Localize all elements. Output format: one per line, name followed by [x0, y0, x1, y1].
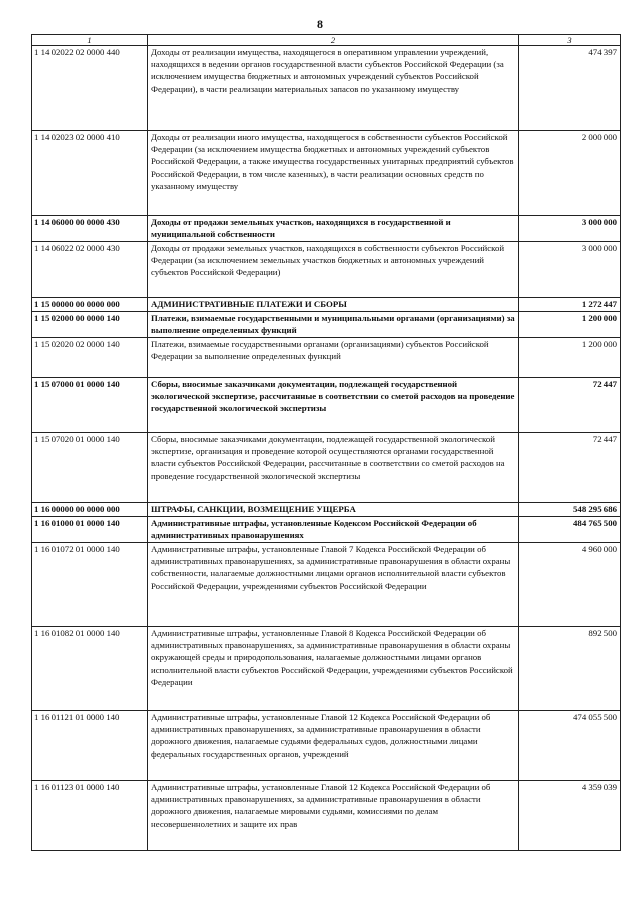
- table-row: [32, 242, 621, 298]
- row-amount: 4 359 039: [519, 781, 621, 851]
- row-amount: 474 055 500: [519, 711, 621, 781]
- row-amount: 1 200 000: [519, 312, 621, 338]
- row-code: 1 15 02000 00 0000 140: [32, 312, 148, 338]
- row-amount: 3 000 000: [519, 242, 621, 298]
- row-name: Доходы от реализации имущества, находящегося в оперативном управлении учреждений, находящихся в ведении органов государственной власти субъектов Российской Федерации (за исключением имущества бюджетных и автономных учреждений субъектов Российской Федерации), в части реализации материальных запасов по указанному имуществу: [148, 46, 519, 131]
- row-name: Платежи, взимаемые государственными органами (организациями) субъектов Российской Федерации за выполнение определенных функций: [148, 338, 519, 378]
- row-name: Платежи, взимаемые государственными и муниципальными органами (организациями) за выполнение определенных функций: [148, 312, 519, 338]
- table-row: [32, 338, 621, 378]
- row-code: 1 14 06022 02 0000 430: [32, 242, 148, 298]
- row-name: Административные штрафы, установленные Главой 7 Кодекса Российской Федерации об административных правонарушениях, за административные правонарушения в области охраны собственности, налагаемые должностными лицами органов исполнительной власти субъектов Российской Федерации, учреждениями субъектов Российской Федерации: [148, 543, 519, 627]
- row-name: Административные штрафы, установленные Кодексом Российской Федерации об административных правонарушениях: [148, 517, 519, 543]
- table-row: [32, 433, 621, 503]
- row-amount: 72 447: [519, 433, 621, 503]
- table-row: [32, 298, 621, 312]
- row-code: 1 14 02023 02 0000 410: [32, 131, 148, 216]
- row-name: Доходы от реализации иного имущества, находящегося в собственности субъектов Российской Федерации (за исключением имущества бюджетных и автономных учреждений субъектов Российской Федерации, а также имущества государственных унитарных предприятий субъектов Российской Федерации, в том числе казенных), в части реализации основных средств по указанному имуществу: [148, 131, 519, 216]
- row-amount: 548 295 686: [519, 503, 621, 517]
- row-name: Административные штрафы, установленные Главой 8 Кодекса Российской Федерации об административных правонарушениях, за административные правонарушения в области охраны окружающей среды и природопользования, налагаемые должностными лицами органов исполнительной власти субъектов Российской Федерации, учреждениями субъектов Российской Федерации: [148, 627, 519, 711]
- row-amount: 72 447: [519, 378, 621, 433]
- row-amount: 2 000 000: [519, 131, 621, 216]
- row-name: Административные штрафы, установленные Главой 12 Кодекса Российской Федерации об административных правонарушениях, за административные правонарушения в области дорожного движения, налагаемые мировыми судьями, комиссиями по делам несовершеннолетних и защите их прав: [148, 781, 519, 851]
- header-col-3: 3: [519, 35, 621, 46]
- row-name: Доходы от продажи земельных участков, находящихся в государственной и муниципальной собственности: [148, 216, 519, 242]
- table-row: [32, 46, 621, 131]
- row-code: 1 15 02020 02 0000 140: [32, 338, 148, 378]
- row-amount: 474 397: [519, 46, 621, 131]
- row-code: 1 15 07020 01 0000 140: [32, 433, 148, 503]
- row-code: 1 15 07000 01 0000 140: [32, 378, 148, 433]
- row-code: 1 16 01072 01 0000 140: [32, 543, 148, 627]
- table-header-row: [32, 35, 621, 46]
- revenue-table: [31, 34, 621, 851]
- row-amount: 3 000 000: [519, 216, 621, 242]
- row-code: 1 15 00000 00 0000 000: [32, 298, 148, 312]
- table-row: [32, 312, 621, 338]
- header-col-1: 1: [32, 35, 148, 46]
- table-row: [32, 378, 621, 433]
- row-amount: 1 272 447: [519, 298, 621, 312]
- row-code: 1 16 01123 01 0000 140: [32, 781, 148, 851]
- page-number: 8: [317, 17, 323, 31]
- row-code: 1 16 01121 01 0000 140: [32, 711, 148, 781]
- header-col-2: 2: [148, 35, 519, 46]
- row-name: Сборы, вносимые заказчиками документации, подлежащей государственной экологической экспертизе, рассчитанные в соответствии со сметой расходов на проведение государственной экологической экспертизы: [148, 378, 519, 433]
- table-row: [32, 781, 621, 851]
- row-amount: 1 200 000: [519, 338, 621, 378]
- row-code: 1 16 00000 00 0000 000: [32, 503, 148, 517]
- row-name: Сборы, вносимые заказчиками документации, подлежащей государственной экологической экспертизе, организация и проведение которой осуществляются органами государственной власти субъектов Российской Федерации, рассчитанные в соответствии со сметой расходов на проведение государственной экологической экспертизы: [148, 433, 519, 503]
- table-row: [32, 543, 621, 627]
- table-row: [32, 711, 621, 781]
- row-amount: 484 765 500: [519, 517, 621, 543]
- row-name: Административные штрафы, установленные Главой 12 Кодекса Российской Федерации об административных правонарушениях, за административные правонарушения в области дорожного движения, налагаемые судьями федеральных судов, должностными лицами федеральных государственных органов, учреждений: [148, 711, 519, 781]
- row-name: ШТРАФЫ, САНКЦИИ, ВОЗМЕЩЕНИЕ УЩЕРБА: [148, 503, 519, 517]
- row-amount: 892 500: [519, 627, 621, 711]
- table-row: [32, 503, 621, 517]
- row-code: 1 16 01000 01 0000 140: [32, 517, 148, 543]
- row-name: Доходы от продажи земельных участков, находящихся в собственности субъектов Российской Федерации (за исключением земельных участков бюджетных и автономных учреждений субъектов Российской Федерации): [148, 242, 519, 298]
- row-code: 1 16 01082 01 0000 140: [32, 627, 148, 711]
- table-row: [32, 627, 621, 711]
- table-row: [32, 131, 621, 216]
- table-row: [32, 517, 621, 543]
- table-row: [32, 216, 621, 242]
- row-code: 1 14 02022 02 0000 440: [32, 46, 148, 131]
- row-name: АДМИНИСТРАТИВНЫЕ ПЛАТЕЖИ И СБОРЫ: [148, 298, 519, 312]
- row-code: 1 14 06000 00 0000 430: [32, 216, 148, 242]
- row-amount: 4 960 000: [519, 543, 621, 627]
